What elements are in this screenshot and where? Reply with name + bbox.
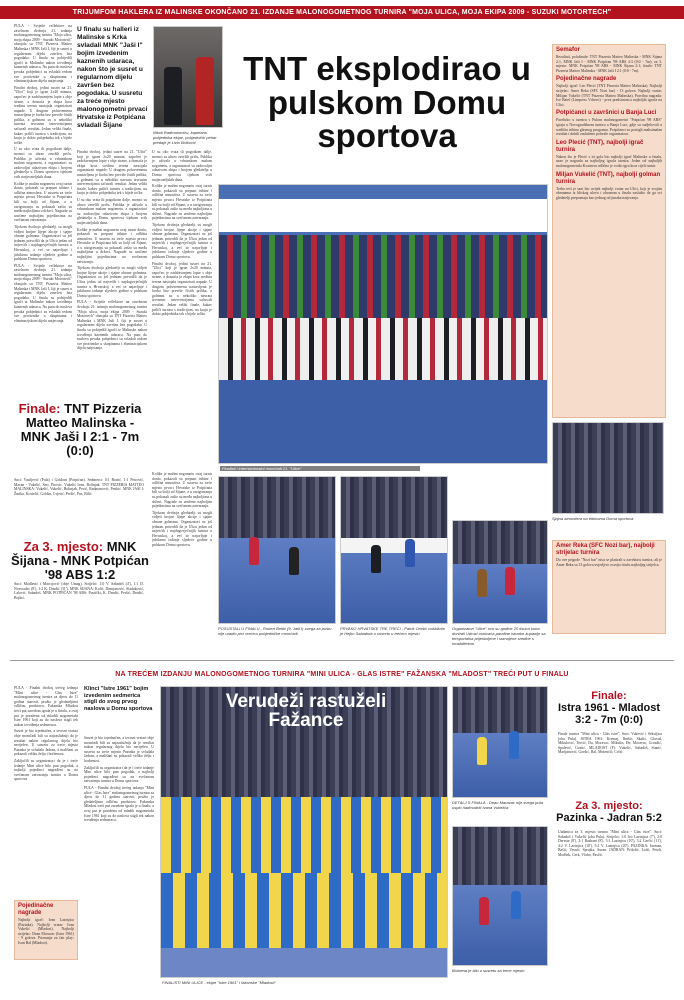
bottom-third-photo	[452, 826, 548, 966]
top-headline: TNT eksplodirao u pulskom Domu sportova	[243, 50, 531, 155]
sidebar-title-5: Amer Reka (SFC Nozi bar), najbolji strijelac turnira	[556, 543, 655, 556]
action-photo-1	[218, 476, 336, 624]
sidebar-body-2: Pacelirko u turniru s Pulom malonogometni "Potpićan '98 ABS" igraju u Novogradišnom turniru u Banja Luci, gdje su sudjelovali u središtu tribina glavnog programa. Potpićanci su postigli maksimalan rezultat i dobili zasluženo pohvale organizatora.	[556, 118, 662, 137]
sidebar-box-2	[552, 540, 666, 634]
bottom-banner: NA TREĆEM IZDANJU MALONOGOMETNOG TURNIRA "MINI ULICA - GLAS ISTRE" FAŽANSKA "MLADOST" TREĆI PUT U FINALU	[0, 668, 684, 681]
bottom-col1: PULA - Finalni dvoboj trećeg izdanja "Mini ulice - Glas Istre" malonogometnog turnira za djecu do 11 godina starosti, pružio je gledateljima odličnu predstavu. Fažanska Mladost treći put zaredom igrala je u finalu, a ovaj put je poražena od mladih nogometaša Istre 1961 koji su do naslova stigli tek nakon izvođenja sedmeraca. Susret je bio izjednačen, a izvrsni vratari obje momčadi bili su najzaslužniji da je rezultat nakon regularnog dijela bio neriješen. U susretu za treće mjesto Pazinka je svladala Jadran, a mališani su pokazali veliku želju i borbenost. Zaključili su organizatori da je i treće izdanje Mini ulice bilo pun pogodak, a najbolji pojedinci nagrađeni su na svečanom zatvaranju turnira u Domu sportova.	[14, 686, 78, 782]
sidebar-title-0: Semafor	[556, 47, 581, 53]
sidebar-title-3: Leo Plecić (TNT), najbolji igrač turnira	[556, 139, 644, 153]
bottom-awards-title: Pojedinačne nagrade	[18, 903, 54, 916]
third1-details: Suci: Madlavić i Marcijović (obje Umag). Strijelci: 1:0 V. Sabadoš (4'), 1:1 D. Novosalec (8'), 1:2 K. Drndić (31'). MNK ŠIJANA: Kolić, Damjanović, Sladaković, Lalović, Sabadoš. MNK POTPIĆAN '98 ABS: Pustički, K. Drndić, Peršić, Drndić, Bojkić.	[14, 582, 144, 600]
final2-details: Finale turnira "Mini ulica - Glas istre". Suci: Vukević i Šekuljica (oba Pula). ISTRA 1961: Kremaj, Ibrišić, Skalić, Glavaš, Mikulović, Tercić, Da, Moravac, Mikulin, Đe, Moravac, Grozdić, Spalević, Gostić. MLADOST (F): Vukelić, Sabadoš, Stanić, Marijanović, Gordić, Bal, Motenćić, Celić.	[558, 732, 662, 755]
action-photo-2	[340, 476, 448, 624]
bottom-third-caption: Borbena je bilo u susretu za treće mjesto	[452, 968, 525, 973]
sidebar-title-4: Miljan Vukelić (TNT), najbolji golman turnira	[556, 171, 661, 185]
sidebar-body-0: Rezultati, polufinale: TNT Pizzeria Matteo Malinska - MNK Šijana 2:1, MNK Jaši I - MNK Potpićan '98 ABS 4:3 (0:0 - 7m); za 3. mjesto: MNK Potpićan '98 ABS - MNK Šijana 2:1; finale: TNT Pizzeria Matteo Malinska - MNK Jaši I 2:1 (0:0 - 7m).	[556, 55, 662, 73]
final1-details: Suci: Vasiljević (Pula) i Goldoni (Potpićan). Sedmerci: 0:1 Bratić, 1:1 Petrović, Macan - Vukelić, Šeri, Pirovic. Vukelić Ivan, Bolinjak. TNT PIZZERIA MATTEO MALINSKA: Vukelić, Vukelić, Bolinjak, Pecić, Radmanović, Penkić. MNK JAŠI I: Žmika, Kostelić, Goldin, Cvjetić, Peršić, Pus, Bilić.	[14, 478, 144, 496]
crowd-photo-caption: Sjajna atmosfera na tribinama Doma sportova	[552, 516, 634, 521]
action-photo-2-caption: PRVAKO HRVATSKE TRE TREĆI - Patrik Orošić naškiknio je Hejko Sabadoia u susretu u trećem mjestu	[340, 626, 445, 636]
sidebar-title-1: Pojedinačne nagrade	[556, 76, 617, 83]
third1-title: Za 3. mjesto: MNK Šijana - MNK Potpićan '98 ABS 1:2	[11, 539, 149, 582]
crowd-photo	[552, 422, 664, 514]
final1-title: Finale: TNT Pizzeria Matteo Malinska - MNK Jaši I 2:1 - 7m (0:0)	[18, 401, 142, 458]
bottom-detail-photo	[452, 686, 548, 798]
sidebar-body-4: Treba reći je tani bio uvijek najbolji vratar na Ulici, koji je svojim obranama iz bliskog ulova i obranom u finalu zaslužio da ga svi gledatelji prepoznaju kao jednog od junaka natjecanja.	[556, 186, 662, 200]
action-photo-3-caption: Organizatori "Ulice" ovo su godine 20 tisuća kuna donirali Udruzi osnivača parafine istrarke županije sa teroportalna prijestoljene i raznojene sredine s invaliditetom	[452, 626, 546, 646]
team-photo-caption: Finalisti i internacionalni momčadi 21. "Ulice"	[220, 466, 420, 471]
final2-title: Finale: Istra 1961 - Mladost 3:2 - 7m (0:0)	[557, 690, 661, 726]
bottom-headline: Verudeži rastuželi Fažance	[225, 691, 387, 732]
section-divider	[10, 660, 674, 661]
third2-title: Za 3. mjesto: Pazinka - Jadran 5:2	[556, 800, 662, 824]
sidebar-box	[552, 44, 666, 418]
trophy-photo	[153, 26, 223, 128]
action-photo-1-caption: POSUSTALI U FINALU - Robert Beltić (9, Jaši I) svega za puštu nije uradio prvi vrećicu pobjedničke momčadi	[218, 626, 332, 636]
bottom-awards-box	[14, 900, 78, 960]
bottom-detail-caption: DETALJ S FINALA - Dean Maravac nije svega puta uspio nadmudriti Ivana Vukelića	[452, 800, 543, 810]
col2-text: Finalni dvoboj, jedini susret na 21. "Ulici" koji je igran 2x20 minuta, započeo je zadržavanjem lopte s obje strane, a domaća je ekipa kroz sredinu terena nastojala organizirati napade. U drugom poluvremenu nastavljena je borba bez previše čistih prilika, a golmani su u nekoliko navrata izvrsnim intervencijama sačuvali rezultat. Jedan veliki finale, kakav priliči turniru s tradicijom, na kraju je dobio pobjednika tek s bijele točke. U su oko vrata ili pogotkom dalje, momci su ubrzo završili priču. Publika je uživala u vrhunskom malom nogometu, a organizatori su zadovoljni odazivom ekipa i brojem gledatelja u Domu sportova tijekom svih natjecateljskih dana. Kolike je malim nogometu ovaj turnir donio, pokazali su prepuni tribine i odlična atmosfera. U susretu za treće mjesto prvaci Hrvatske iz Potpićana bili su bolji od Šijane, a u razigravanju su pokazali zašto su među najboljima u državi. Nagrade su uručene najboljim pojedincima na svečanom zatvaranju. Tijekom dvoboja gledatelji su mogli vidjeti brojne lijepe akcije i sjajne obrane golmana. Organizatori su još jednom potvrdili da je Ulica jedan od najvećih i najdugovječnijih turnira u Hrvatskoj, a već se najavljuje i jubilarno izdanje sljedeće godine u pulskom Domu sportova. PULA - Svijetle reflektore na završnom dvoboju 21. izdanja malonogometnog turnira "Moja ulica, moja ekipa 2009 - Suzuki Motortech" obasjala su TNT Pizzeria Matteo Malinska i MNK Jaši I, čiji je susret u regularnom dijelu završen bez pogodaka. U finalu su pobijedili igrači iz Malinske nakon izvođenja kaznenih udaraca. Na putu do naslova prvaka pobjednici su svladali redom sve protivnike u skupinama i eliminacijskom dijelu natjecanja.	[77, 150, 147, 351]
intro-text: PULA - Svijetle reflektore na završnom dvoboju 21. izdanja malonogometnog turnira "Moja ulica, moja ekipa 2009 - Suzuki Motortech" obasjala su TNT Pizzeria Matteo Malinska i MNK Jaši I, čiji je susret u regularnom dijelu završen bez pogodaka. U finalu su pobijedili igrači iz Malinske nakon izvođenja kaznenih udaraca. Na putu do naslova prvaka pobjednici su svladali redom sve protivnike u skupinama i eliminacijskom dijelu natjecanja. Finalni dvoboj, jedini susret na 21. "Ulici" koji je igran 2x20 minuta, započeo je zadržavanjem lopte s obje strane, a domaća je ekipa kroz sredinu terena nastojala organizirati napade. U drugom poluvremenu nastavljena je borba bez previše čistih prilika, a golmani su u nekoliko navrata izvrsnim intervencijama sačuvali rezultat. Jedan veliki finale, kakav priliči turniru s tradicijom, na kraju je dobio pobjednika tek s bijele točke. U su oko vrata ili pogotkom dalje, momci su ubrzo završili priču. Publika je uživala u vrhunskom malom nogometu, a organizatori su zadovoljni odazivom ekipa i brojem gledatelja u Domu sportova tijekom svih natjecateljskih dana. Kolike je malim nogometu ovaj turnir donio, pokazali su prepuni tribine i odlična atmosfera. U susretu za treće mjesto prvaci Hrvatske iz Potpićana bili su bolji od Šijane, a u razigravanju su pokazali zašto su među najboljima u državi. Nagrade su uručene najboljim pojedincima na svečanom zatvaranju. Tijekom dvoboja gledatelji su mogli vidjeti brojne lijepe akcije i sjajne obrane golmana. Organizatori su još jednom potvrdili da je Ulica jedan od najvećih i najdugovječnijih turnira u Hrvatskoj, a već se najavljuje i jubilarno izdanje sljedeće godine u pulskom Domu sportova. PULA - Svijetle reflektore na završnom dvoboju 21. izdanja malonogometnog turnira "Moja ulica, moja ekipa 2009 - Suzuki Motortech" obasjala su TNT Pizzeria Matteo Malinska i MNK Jaši I, čiji je susret u regularnom dijelu završen bez pogodaka. U finalu su pobijedili igrači iz Malinske nakon izvođenja kaznenih udaraca. Na putu do naslova prvaka pobjednici su svladali redom sve protivnike u skupinama i eliminacijskom dijelu natjecanja.	[14, 24, 72, 323]
team-photo	[218, 184, 548, 464]
bottom-awards-body: Najbolji igrač: Ivan Lazinjica (Pazinka). Najbolji vratar: Ivan Vukelić (Mladost). Najbolji strijelac: Dean Moravac (Istra 1961) - 9 golova. Priznanje za fair play: Ivan Bal (Mladost).	[18, 918, 74, 945]
action-photo-3	[452, 520, 548, 624]
sidebar-body-1: Najbolji igrač: Leo Plecić (TNT Pizzeria Matteo Malinska). Najbolji strijelac: Amer Reka (SFC Nozi bar) - 13 golova. Najbolji vratar: Milijan Vukelić (TNT Pizzeria Matteo Malinska). Pravilna nagrada: Ive Batel (Limpress Vrhovo) - prva predstavnica najboljih igrača na Ulici.	[556, 84, 662, 107]
bottom-team-caption: FINALISTI MINI ULICE - ekipe "Istre 1961" i fažanske "Mladosti"	[162, 980, 276, 985]
col4-text: Kolike je malim nogometu ovaj turnir donio, pokazali su prepuni tribine i odlična atmosfera. U susretu za treće mjesto prvaci Hrvatske iz Potpićana bili su bolji od Šijane, a u razigravanju su pokazali zašto su među najboljima u državi. Nagrade su uručene najboljim pojedincima na svečanom zatvaranju. Tijekom dvoboja gledatelji su mogli vidjeti brojne lijepe akcije i sjajne obrane golmana. Organizatori su još jednom potvrdili da je Ulica jedan od najvećih i najdugovječnijih turnira u Hrvatskoj, a već se najavljuje i jubilarno izdanje sljedeće godine u pulskom Domu sportova.	[152, 472, 212, 547]
top-banner: TRIJUMFOM HAKLERA IZ MALINSKE OKONČANO 21. IZDANJE MALONOGOMETNOG TURNIRA "MOJA ULICA, MOJA EKIPA 2009 - SUZUKI MOTORTECH"	[0, 6, 684, 19]
sidebar-body-3: Nakon što je Plecić s tri gola bio najbolji igrač Malinske u finalu, uzeo je nagradu za najboljeg igrača turnira. Jedan od najboljih malonogometaša Kvarnera odlično je vodio igru kroz cijeli turnir.	[556, 154, 662, 168]
third2-details: Utakmica za 3. mjesto turnira "Mini ulica - Glas istre". Suci: Sabadoš i Vukelić (oba Pula). Strijelci: 1:0 Ivo Lazinjica (7'), 2:0 Dereste (8'), 2:1 Rashani (8'), 3:1 Lazinjica (10'), 3:2 Carčić (11'), 4:2 V. Lazinjica (18'), 5:2 V. Lazinjica (20'). PAZINKA: Jurman, Bašić, Vesnić, Šprajka, Suran. JADRAN: Prišelić, Lalić, Peteli, Modšek, Cerk, Vlaho, Pasčić.	[558, 830, 662, 857]
bottom-col2: Susret je bio izjednačen, a izvrsni vratari obje momčadi bili su najzaslužniji da je rezultat nakon regularnog dijela bio neriješen. U susretu za treće mjesto Pazinka je svladala Jadran, a mališani su pokazali veliku želju i borbenost. Zaključili su organizatori da je i treće izdanje Mini ulice bilo pun pogodak, a najbolji pojedinci nagrađeni su na svečanom zatvaranju turnira u Domu sportova. PULA - Finalni dvoboj trećeg izdanja "Mini ulice - Glas Istre" malonogometnog turnira za djecu do 11 godina starosti, pružio je gledateljima odličnu predstavu. Fažanska Mladost treći put zaredom igrala je u finalu, a ovaj put je poražena od mladih nogometaša Istre 1961 koji su do naslova stigli tek nakon izvođenja sedmeraca.	[84, 736, 154, 823]
sidebar-body-5: Do ove prigode "Nozi bar" nisu se plasirali u završnicu turnira, ali je Amer Reka sa 13 golova uvjerljivo osvojio titulu najboljeg strijelca.	[556, 558, 662, 567]
bottom-lead: Klinci "Istre 1961" bojim izvedenim sedmerica stigli do svog prvog naslova u Domu sportova	[84, 686, 153, 712]
top-lead: U finalu su halleri iz Malinske s Krka svladali MNK "Jaši I" bojim izvedenim kaznenih udaraca, nakon što je susret u regularnom dijelu završen bez pogodaka. U susretu za treće mjesto malonogometni prvaci Hrvatske iz Potpićana svladali Šijane	[77, 26, 148, 129]
sidebar-title-2: Potpićanci u završnici u Banja Luci	[556, 110, 657, 117]
col3-text: U su oko vrata ili pogotkom dalje, momci su ubrzo završili priču. Publika je uživala u vrhunskom malom nogometu, a organizatori su zadovoljni odazivom ekipa i brojem gledatelja u Domu sportova tijekom svih natjecateljskih dana. Kolike je malim nogometu ovaj turnir donio, pokazali su prepuni tribine i odlična atmosfera. U susretu za treće mjesto prvaci Hrvatske iz Potpićana bili su bolji od Šijane, a u razigravanju su pokazali zašto su među najboljima u državi. Nagrade su uručene najboljim pojedincima na svečanom zatvaranju. Tijekom dvoboja gledatelji su mogli vidjeti brojne lijepe akcije i sjajne obrane golmana. Organizatori su još jednom potvrdili da je Ulica jedan od najvećih i najdugovječnijih turnira u Hrvatskoj, a već se najavljuje i jubilarno izdanje sljedeće godine u pulskom Domu sportova. Finalni dvoboj, jedini susret na 21. "Ulici" koji je igran 2x20 minuta, započeo je zadržavanjem lopte s obje strane, a domaća je ekipa kroz sredinu terena nastojala organizirati napade. U drugom poluvremenu nastavljena je borba bez previše čistih prilika, a golmani su u nekoliko navrata izvrsnim intervencijama sačuvali rezultat. Jedan veliki finale, kakav priliči turniru s tradicijom, na kraju je dobio pobjednika tek s bijele točke.	[152, 150, 212, 317]
trophy-photo-caption: Nikoli Radmanoviću, kapetanu pobjednika ekipe, pobjednički pehar predaje je Livio Bolković	[153, 130, 217, 145]
